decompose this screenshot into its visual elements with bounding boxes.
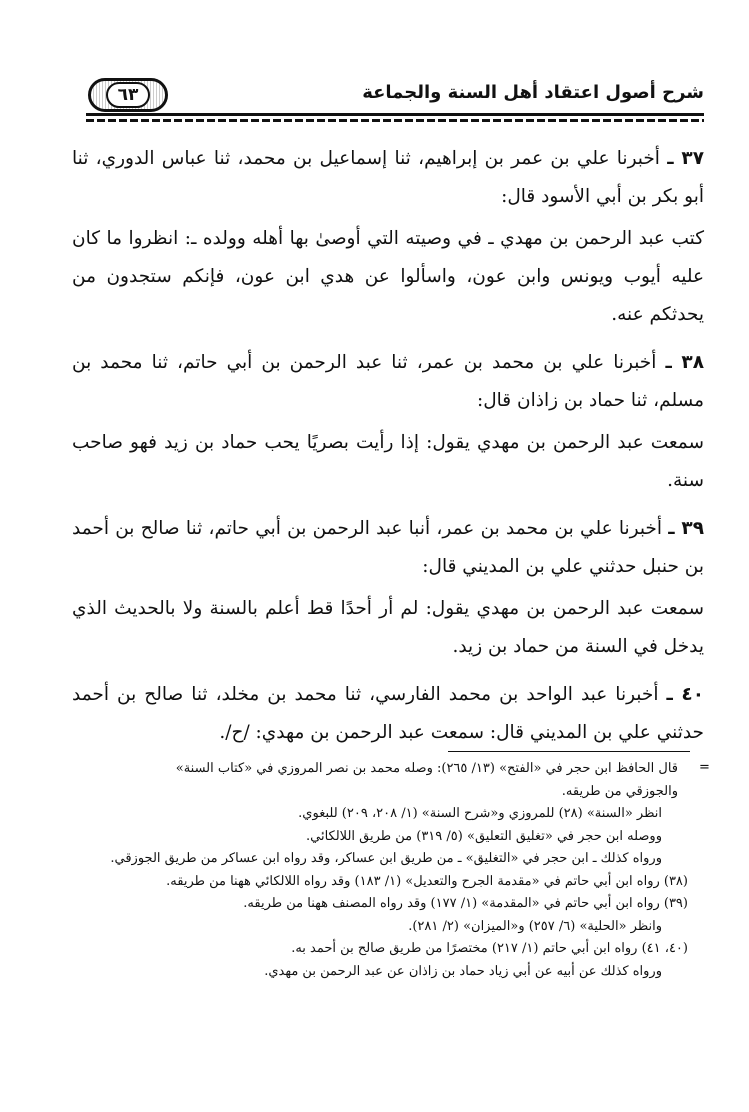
footnote-line: (٣٨) رواه ابن أبي حاتم في «مقدمة الجرح والتعديل» (١/ ١٨٣) وقد رواه اللالكائي ههنا من طريقه. (166, 873, 688, 889)
footnote-line: (٤٠، ٤١) رواه ابن أبي حاتم (١/ ٢١٧) مختصرًا من طريق صالح بن أحمد به. (291, 941, 688, 956)
footnote-line: (٣٩) رواه ابن أبي حاتم في «المقدمة» (١/ ١٧٧) وقد رواه المصنف ههنا من طريقه. (243, 896, 688, 911)
header-rule (86, 113, 704, 116)
main-text (72, 140, 704, 756)
paragraph-text: أخبرنا علي بن محمد بن عمر، أنبا عبد الرحمن بن أبي حاتم، ثنا صالح بن أحمد بن حنبل حدثني علي بن المديني قال: (72, 518, 704, 577)
footnote-continuation-mark: = (699, 760, 710, 775)
running-title: شرح أصول اعتقاد أهل السنة والجماعة (362, 82, 704, 103)
page-number: ٦٣ (106, 82, 151, 108)
paragraph-39-isnad (72, 510, 704, 586)
paragraph-text: أخبرنا عبد الواحد بن محمد الفارسي، ثنا محمد بن مخلد، ثنا صالح بن أحمد حدثني علي بن المديني قال: سمعت عبد الرحمن بن مهدي: /ح/. (72, 684, 704, 743)
footnote-line: والجوزقي من طريقه. (561, 783, 678, 799)
paragraph-text: سمعت عبد الرحمن بن مهدي يقول: لم أر أحدًا قط أعلم بالسنة ولا بالحديث الذي يدخل في السنة من حماد بن زيد. (72, 598, 704, 657)
footnotes (100, 758, 688, 983)
footnote-line: قال الحافظ ابن حجر في «الفتح» (١٣/ ٢٦٥): وصله محمد بن نصر المروزي في «كتاب السنة» (175, 761, 678, 776)
paragraph-37-text (72, 220, 704, 334)
header-dashed-rule (86, 119, 704, 122)
paragraph-text: أخبرنا علي بن محمد بن عمر، ثنا عبد الرحمن بن أبي حاتم، ثنا محمد بن مسلم، ثنا حماد بن زاذان قال: (72, 352, 704, 411)
hadith-number: ٤٠ ـ (666, 684, 704, 705)
footnote-separator (448, 751, 690, 752)
hadith-number: ٣٩ ـ (668, 518, 704, 539)
paragraph-37-isnad (72, 140, 704, 216)
hadith-number: ٣٧ ـ (667, 148, 704, 169)
paragraph-38-isnad (72, 344, 704, 420)
paragraph-text: سمعت عبد الرحمن بن مهدي يقول: إذا رأيت بصريًا يحب حماد بن زيد فهو صاحب سنة. (72, 432, 704, 491)
paragraph-40-isnad (72, 676, 704, 752)
footnote-line: وانظر «الحلية» (٦/ ٢٥٧) و«الميزان» (٢/ ٢٨١). (408, 918, 662, 934)
paragraph-38-text (72, 424, 704, 500)
footnote-line: انظر «السنة» (٢٨) للمروزي و«شرح السنة» (١/ ٢٠٨، ٢٠٩) للبغوي. (298, 806, 662, 821)
footnote-line: ورواه كذلك عن أبيه عن أبي زياد حماد بن زاذان عن عبد الرحمن بن مهدي. (264, 963, 662, 979)
page-number-badge (88, 78, 168, 112)
footnote-line: ورواه كذلك ـ ابن حجر في «التغليق» ـ من طريق ابن عساكر، وقد رواه ابن عساكر من طريق الجوزقي. (110, 851, 662, 866)
paragraph-text: أخبرنا علي بن عمر بن إبراهيم، ثنا إسماعيل بن محمد، ثنا عباس الدوري، ثنا أبو بكر بن أبي الأسود قال: (72, 148, 704, 207)
paragraph-text: كتب عبد الرحمن بن مهدي ـ في وصيته التي أوصىٰ بها أهله وولده ـ: انظروا ما كان عليه أيوب ويونس وابن عون، واسألوا عن هدي ابن عون، فإنكم ستجدون من يحدثكم عنه. (72, 228, 704, 325)
footnote-line: ووصله ابن حجر في «تغليق التعليق» (٥/ ٣١٩) من طريق اللالكائي. (306, 828, 662, 844)
paragraph-39-text (72, 590, 704, 666)
hadith-number: ٣٨ ـ (665, 352, 704, 373)
